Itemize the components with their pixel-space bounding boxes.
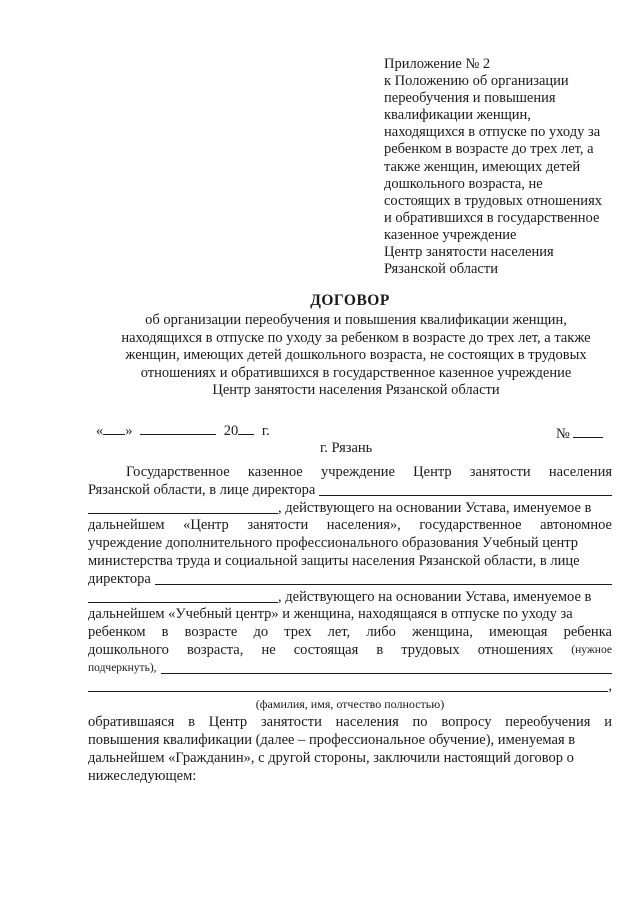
word: либо: [366, 624, 396, 641]
body-line-5: [88, 535, 612, 553]
underline-note: подчеркнуть),: [88, 661, 157, 674]
appendix-line-1: Приложение № 2: [384, 56, 491, 72]
year-blank: [238, 421, 254, 435]
body-line-9: [88, 606, 612, 624]
word: в: [376, 641, 384, 658]
appendix-header: [384, 56, 624, 278]
word: возрасте: [184, 624, 238, 641]
body-line-15: [88, 732, 612, 750]
body-line-17: [88, 768, 612, 786]
body-line-4: [88, 517, 612, 535]
word: возраста,: [186, 641, 244, 658]
appendix-line-9: состоящих в трудовых отношениях: [384, 192, 602, 209]
body-line-3: [88, 500, 612, 518]
word: государственное: [419, 517, 522, 534]
word: «Центр: [183, 517, 229, 534]
appendix-line-11: казенное учреждение: [384, 226, 517, 243]
word: в: [188, 714, 195, 731]
appendix-line-4: квалификации женщин,: [384, 107, 531, 124]
word: вопросу: [441, 714, 492, 731]
word: занятости: [247, 517, 309, 534]
body-line-10: [88, 624, 612, 642]
document-subtitle: [88, 312, 624, 400]
word: переобучения: [505, 714, 591, 731]
contract-city: г. Рязань: [320, 440, 373, 456]
date-close-quote: »: [125, 423, 133, 439]
appendix-line-10: и обратившихся в государственное: [384, 209, 600, 226]
contract-body: [88, 464, 612, 785]
appendix-line-7: также женщин, имеющих детей: [384, 158, 581, 175]
word: не: [261, 641, 276, 658]
word: трудовых: [401, 641, 460, 658]
body-line-9-text: дальнейшем «Учебный центр» и женщина, находящаяся в отпуске по уходу за: [88, 606, 573, 623]
contract-number: [556, 424, 603, 443]
citizen-name-blank: [161, 660, 612, 674]
word: Государственное: [126, 464, 230, 480]
word: по: [412, 714, 428, 731]
body-line-8: [88, 589, 612, 607]
body-line-14: [88, 714, 612, 732]
director-name-blank-2: [88, 500, 278, 514]
name-caption: (фамилия, имя, отчество полностью): [255, 697, 445, 712]
body-line-13-end: ,: [608, 677, 612, 694]
word: автономное: [540, 517, 612, 534]
body-line-7-text: директора: [88, 570, 151, 587]
appendix-line-3: переобучения и повышения: [384, 90, 556, 107]
word: обратившаяся: [88, 714, 175, 731]
word: отношениях: [477, 641, 554, 658]
year-suffix: г.: [261, 423, 270, 439]
word: Центр: [208, 714, 248, 731]
number-blank: [573, 424, 603, 438]
word: и: [604, 714, 612, 731]
training-director-blank-2: [88, 589, 278, 603]
subtitle-line-1: об организации переобучения и повышения квалификации женщин,: [145, 312, 567, 328]
word: имеющая: [489, 624, 548, 641]
appendix-line-5: находящихся в отпуске по уходу за: [384, 124, 601, 141]
body-line-11: [88, 642, 612, 660]
body-line-5-text: учреждение дополнительного профессионального образования Учебный центр: [88, 535, 578, 552]
document-title: ДОГОВОР: [310, 292, 390, 309]
training-director-blank: [155, 571, 612, 585]
appendix-line-13: Рязанской области: [384, 261, 498, 278]
body-line-8-text: , действующего на основании Устава, именуемое в: [278, 588, 592, 605]
month-blank: [140, 421, 216, 435]
word: в: [161, 624, 169, 641]
word: населения: [548, 464, 612, 480]
contract-date: [96, 421, 270, 440]
word: лет,: [327, 624, 351, 641]
citizen-name-blank-2: [88, 678, 608, 692]
word: Центр: [413, 464, 452, 480]
body-line-16-text: дальнейшем «Гражданин», с другой стороны, заключили настоящий договор о: [88, 749, 574, 766]
day-blank: [103, 421, 125, 435]
word: населения»,: [326, 517, 401, 534]
appendix-line-2: к Положению об организации: [384, 73, 569, 90]
subtitle-line-3: женщин, имеющих детей дошкольного возраста, не состоящих в трудовых: [125, 347, 587, 363]
body-line-2: [88, 482, 612, 500]
body-line-12: [88, 660, 612, 678]
word: учреждение: [320, 464, 395, 480]
appendix-line-8: дошкольного возраста, не: [384, 175, 543, 192]
director-name-blank: [319, 482, 612, 496]
word: занятости: [469, 464, 531, 480]
body-line-16: [88, 750, 612, 768]
word: дошкольного: [88, 641, 169, 658]
appendix-line-12: Центр занятости населения: [384, 244, 554, 261]
word: до: [253, 624, 269, 641]
appendix-line-6: ребенком в возрасте до трех лет, а: [384, 141, 594, 158]
word: женщина,: [412, 624, 473, 641]
word: занятости: [260, 714, 322, 731]
word: состоящая: [293, 641, 359, 658]
body-line-17-text: нижеследующем:: [88, 767, 197, 784]
body-line-6: [88, 553, 612, 571]
number-label: №: [556, 426, 570, 442]
body-line-7: [88, 571, 612, 589]
body-line-1: [88, 464, 612, 482]
body-line-2-text: Рязанской области, в лице директора: [88, 481, 316, 498]
word: трех: [284, 624, 312, 641]
date-open-quote: «: [96, 423, 104, 439]
word: ребенком: [88, 624, 146, 641]
subtitle-line-5: Центр занятости населения Рязанской области: [212, 382, 500, 398]
body-line-15-text: повышения квалификации (далее – профессиональное обучение), именуемая в: [88, 731, 576, 748]
word: населения: [335, 714, 399, 731]
year-prefix: 20: [223, 423, 239, 439]
word: казенное: [247, 464, 303, 480]
underline-note-start: (нужное: [571, 643, 612, 656]
body-line-6-text: министерства труда и социальной защиты населения Рязанской области, в лице: [88, 552, 580, 569]
subtitle-line-4: отношениях и обратившихся в государственное казенное учреждение: [140, 364, 572, 381]
word: ребенка: [563, 624, 612, 641]
subtitle-line-2: находящихся в отпуске по уходу за ребенком в возрасте до трех лет, а также: [121, 329, 591, 346]
body-line-13: [88, 678, 612, 696]
body-line-3-text: , действующего на основании Устава, именуемое в: [278, 499, 592, 516]
word: дальнейшем: [88, 517, 165, 534]
